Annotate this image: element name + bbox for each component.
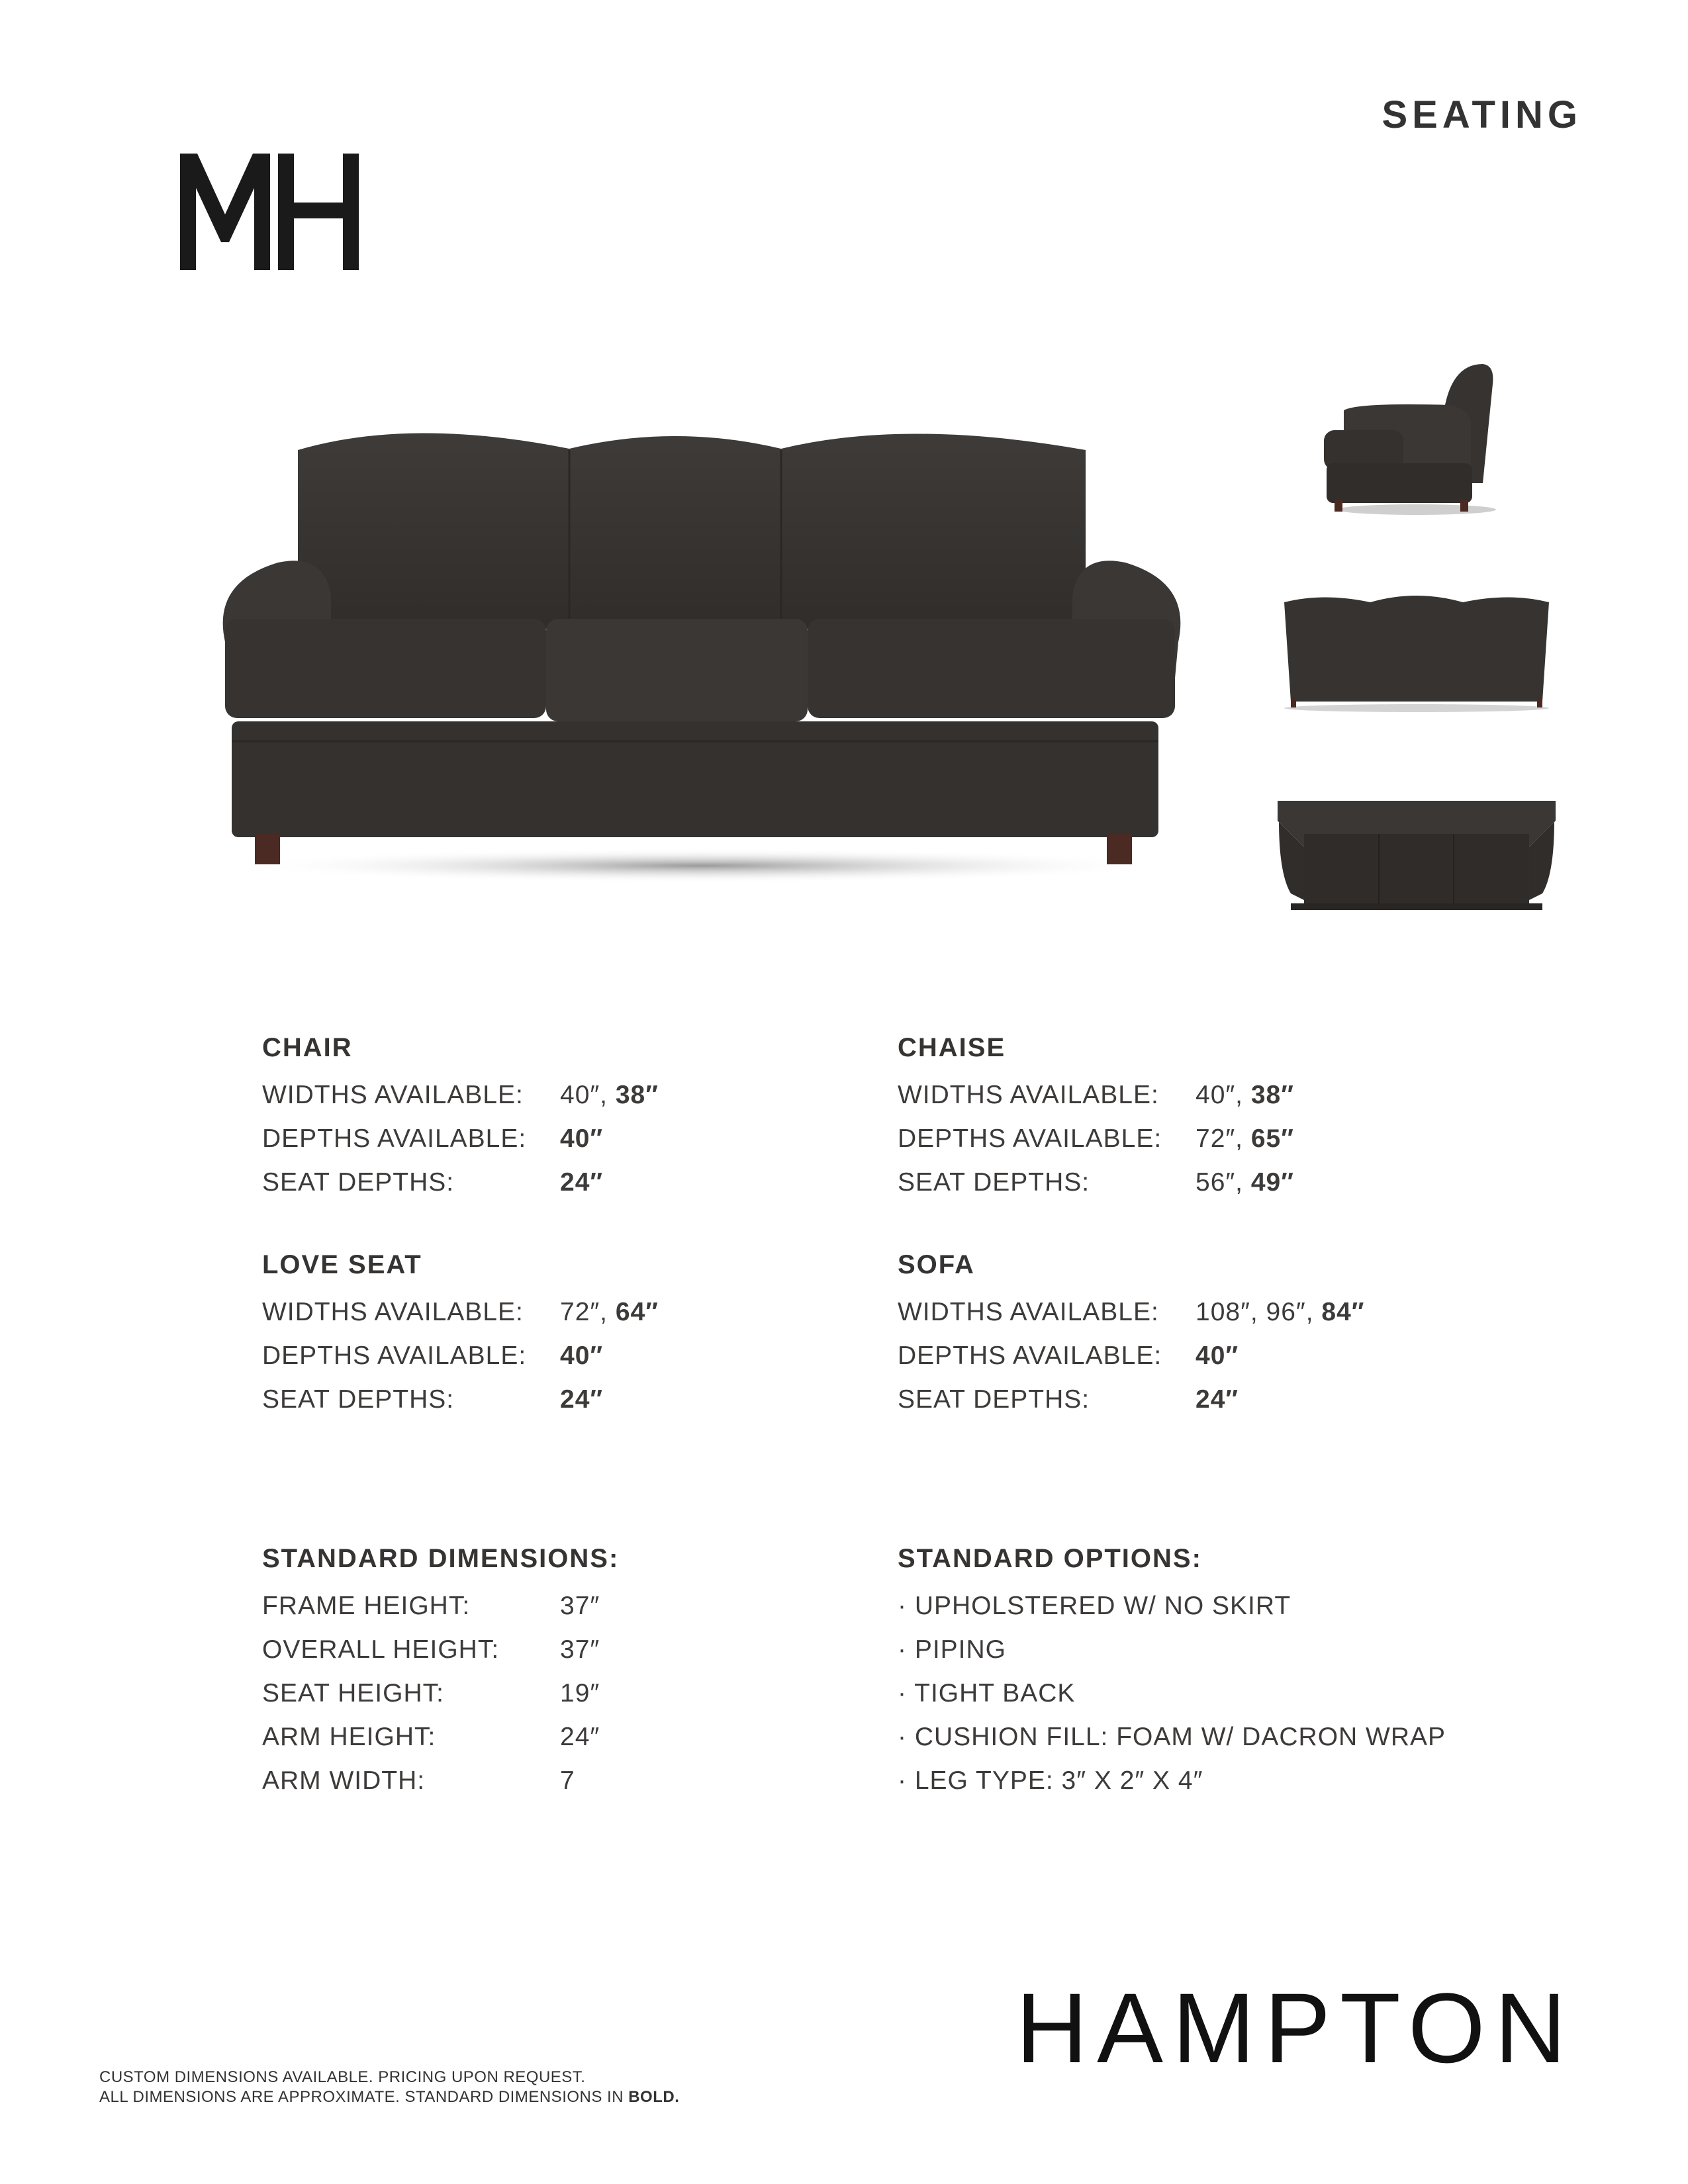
spec-value: 56″, 49″ [1196,1168,1294,1197]
spec-label: ARM WIDTH: [262,1766,426,1795]
spec-value: 24″ [560,1385,604,1414]
spec-row [898,1378,1560,1422]
spec-label: DEPTHS AVAILABLE: [898,1342,1162,1370]
spec-label: SEAT DEPTHS: [262,1168,455,1197]
spec-row [898,1334,1560,1378]
footnote [99,2068,679,2107]
spec-row [262,1378,924,1422]
spec-value: 24″ [560,1168,604,1197]
spec-label: SEAT DEPTHS: [898,1385,1090,1414]
spec-value: 37″ [560,1635,600,1664]
spec-heading: STANDARD OPTIONS: [898,1544,1202,1573]
standard-options [898,1541,1560,1803]
option-item: · LEG TYPE: 3″ X 2″ X 4″ [898,1766,1203,1795]
spec-row [262,1584,924,1628]
spec-label: ARM HEIGHT: [262,1723,436,1751]
spec-row [262,1715,924,1759]
spec-sofa [898,1247,1560,1422]
mh-logo [180,154,359,270]
chair-side-image [1317,357,1516,523]
spec-value: 7 [560,1766,575,1795]
spec-value: 40″, 38″ [560,1081,659,1109]
spec-row [262,1672,924,1715]
option-item: · UPHOLSTERED W/ NO SKIRT [898,1592,1291,1620]
spec-row [262,1117,924,1161]
option-item: · TIGHT BACK [898,1679,1076,1707]
spec-label: FRAME HEIGHT: [262,1592,471,1620]
spec-chair [262,1030,924,1205]
spec-love-seat [262,1247,924,1422]
spec-value: 40″ [560,1124,604,1153]
sofa-front-image [212,424,1192,900]
spec-row [898,1117,1560,1161]
category-title: SEATING [1382,93,1582,136]
spec-heading: CHAIR [262,1033,353,1062]
spec-row [262,1291,924,1334]
spec-value: 40″, 38″ [1196,1081,1294,1109]
spec-value: 24″ [1196,1385,1239,1414]
spec-heading: LOVE SEAT [262,1250,422,1279]
spec-label: WIDTHS AVAILABLE: [898,1081,1159,1109]
sofa-back-image [1278,589,1556,721]
spec-chaise [898,1030,1560,1205]
spec-value: 24″ [560,1723,600,1751]
spec-label: DEPTHS AVAILABLE: [898,1124,1162,1153]
spec-value: 72″, 65″ [1196,1124,1294,1153]
spec-label: WIDTHS AVAILABLE: [898,1298,1159,1326]
spec-heading: SOFA [898,1250,975,1279]
footnote-line: CUSTOM DIMENSIONS AVAILABLE. PRICING UPON REQUEST. [99,2068,586,2086]
spec-label: DEPTHS AVAILABLE: [262,1124,527,1153]
spec-row [262,1073,924,1117]
option-item: · CUSHION FILL: FOAM W/ DACRON WRAP [898,1723,1446,1751]
spec-label: DEPTHS AVAILABLE: [262,1342,527,1370]
spec-row [898,1161,1560,1205]
spec-row [262,1628,924,1672]
spec-heading: CHAISE [898,1033,1006,1062]
spec-value: 40″ [560,1342,604,1370]
spec-label: SEAT DEPTHS: [262,1385,455,1414]
spec-label: SEAT DEPTHS: [898,1168,1090,1197]
spec-heading: STANDARD DIMENSIONS: [262,1544,620,1573]
spec-row [898,1073,1560,1117]
standard-dimensions [262,1541,924,1803]
spec-value: 19″ [560,1679,600,1707]
sofa-top-image [1278,794,1556,927]
spec-value: 40″ [1196,1342,1239,1370]
spec-row [898,1291,1560,1334]
spec-value: 108″, 96″, 84″ [1196,1298,1365,1326]
spec-label: WIDTHS AVAILABLE: [262,1081,524,1109]
spec-label: OVERALL HEIGHT: [262,1635,500,1664]
spec-label: SEAT HEIGHT: [262,1679,444,1707]
option-item: · PIPING [898,1635,1007,1664]
spec-row [262,1161,924,1205]
spec-value: 37″ [560,1592,600,1620]
spec-value: 72″, 64″ [560,1298,659,1326]
footnote-line: ALL DIMENSIONS ARE APPROXIMATE. STANDARD DIMENSIONS IN BOLD. [99,2088,680,2106]
brand-name: HAMPTON [1015,1972,1575,2083]
spec-row [262,1334,924,1378]
spec-label: WIDTHS AVAILABLE: [262,1298,524,1326]
spec-row [262,1759,924,1803]
